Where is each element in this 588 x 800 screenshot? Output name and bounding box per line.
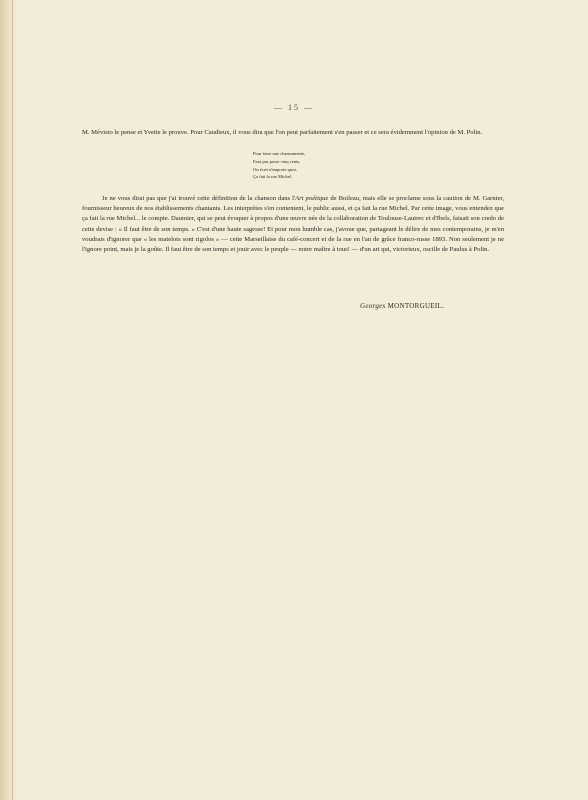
author-last-name: MONTORGUEIL.: [387, 302, 445, 310]
verse-line: Pour faire une chansonnette,: [253, 151, 306, 156]
author-first-name: Georges: [360, 302, 386, 310]
author-signature: [360, 302, 444, 310]
verse-line: Ça fait la rue Michel.: [253, 174, 293, 180]
verse-quote: [253, 150, 305, 181]
book-title-italic: Art poétique: [295, 195, 329, 202]
paragraph-main-part2: de Boileau, mais elle se proclame sous la caution de M. Garnier, fournisseur heureux de nos établissements chantants. Les interprètes s'en contentent, le public aussi, et ça fait la rue Michel. Par cette image, vous entendez que ça fait la rue Michel... le compte. Daumier, qui se peut évoquer à propos d'une œuvre née de la collaboration de Toulouse-Lautrec et d'Ibels, faisait son credo de cette devise : « Il faut être de son temps. » C'est d'une haute sagesse! Et pour mon humble cas, j'avoue que, partageant le délire de mes contemporains, je m'en voudrais d'ignorer que « les matelots sont rigolos » — cette Marseillaise du café-concert et de la rue en l'an de grâce franco-russe 1893. Non seulement je ne l'ignore point, mais je la goûte. Il faut être de son temps et jouir avec le peuple — notre maître à tous! — d'un art qui, victorieux, oscille de Paulus à Polin.: [82, 195, 505, 254]
gutter-line: [12, 0, 13, 800]
paragraph-main: [82, 194, 504, 255]
page-number: — 15 —: [274, 103, 314, 112]
paragraph-opening: M. Mévisto le pense et Yvette le prouve. Pour Caudieux, il vous dira que l'on peut parfaitement s'en passer et ce sera évidemment l'opinion de M. Polin.: [82, 129, 483, 136]
verse-line: On écrit n'importe quoi,: [253, 166, 297, 172]
verse-line: Faut pas poser cinq cents,: [253, 158, 301, 164]
page-gutter: [0, 0, 18, 800]
paragraph-main-part1: Je ne vous dirai pas que j'ai trouvé cette définition de la chanson dans l': [102, 195, 296, 202]
